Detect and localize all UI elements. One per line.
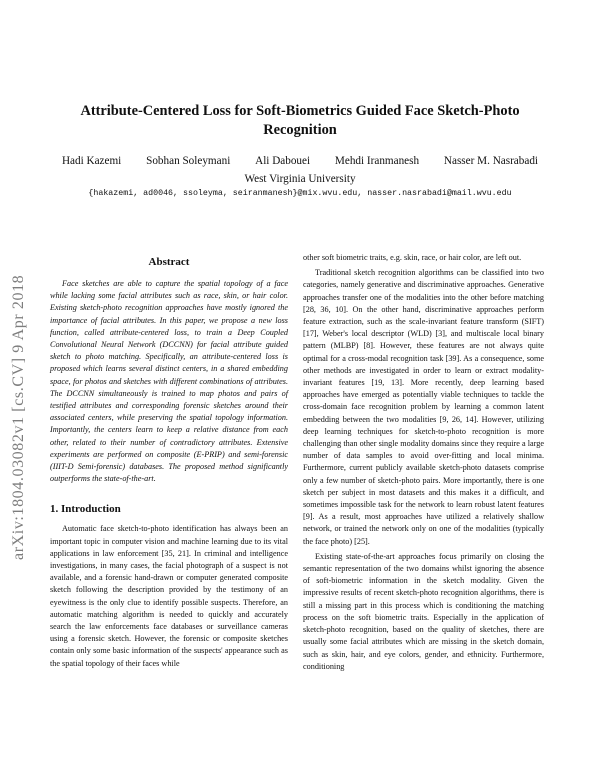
body-paragraph: Traditional sketch recognition algorithms can be classified into two categories, namely generative and discriminative approaches. Generative approaches transfer one of the modalities into the other before matching [28, 36, 10]. On the other hand, discriminative approaches perform feature extraction, such as the scale-invariant feature transform (SIFT) [17], Weber's local descriptor (WLD) [3], and multiscale local binary pattern (MLBP) [8]. However, these features are not always quite optimal for a cross-modal recognition task [39]. As a consequence, some other methods are investigated in order to learn or extract modality-invariant features [19, 13]. More recently, deep learning based approaches have emerged as potentially viable techniques to tackle the cross-domain face recognition problem by learning a common latent embedding between the two modalities [9, 26, 14]. However, utilizing deep learning techniques for sketch-to-photo recognition is more challenging than other single modality domains since they require a large number of data samples to avoid over-fitting and local minima. Furthermore, current publicly available sketch-photo datasets comprise only a few number of sketch-photo pairs. More importantly, there is one sketch per subject in most datasets and this makes it a difficult, and sometimes impossible task for the network to learn robust latent features [9]. As a result, most approaches have utilized a relatively shallow network, or trained the network only on one of the modalities (typically the face photo) [25]. (303, 268, 544, 546)
author-name: Sobhan Soleymani (146, 155, 231, 167)
introduction-heading: 1. Introduction (50, 503, 121, 516)
body-paragraph: Existing state-of-the-art approaches focus primarily on closing the semantic representation of the two domains whilst ignoring the absence of soft-biometric information in the sketch modality. Given the impressive results of recent sketch-photo recognition algorithms, there is still a missing part in this process which is conditioning the matching process on the soft biometric traits. Especially in the application of sketch-photo recognition, based on the quality of sketches, there are usually some facial attributes which are missing in the sketch domain, such as skin, hair, and eye colors, gender, and ethnicity. Furthermore, conditioning (303, 551, 544, 671)
left-column (50, 256, 288, 670)
abstract-heading: Abstract (148, 256, 190, 268)
author-list (30, 155, 570, 167)
author-name: Ali Dabouei (255, 155, 311, 167)
author-name: Nasser M. Nasrabadi (443, 155, 539, 167)
author-name: Mehdi Iranmanesh (334, 155, 420, 167)
abstract-text: Face sketches are able to capture the spatial topology of a face while lacking some facial attributes such as race, skin, or hair color. Existing sketch-photo recognition approaches have mostly ignored the importance of facial attributes. In this paper, we propose a new loss function, called attribute-centered loss, to train a Deep Coupled Convolutional Neural Network (DCCNN) for facial attribute guided sketch to photo matching. Specifically, an attribute-centered loss is proposed which learns several distinct centers, in a shared embedding space, for photos and sketches with different combinations of attributes. The DCCNN simultaneously is trained to map photos and pairs of testified attributes and corresponding forensic sketches around their associated centers, while preserving the spatial topology information. Importantly, the centers learn to keep a relative distance from each other, related to their number of contradictory attributes. Extensive experiments are performed on composite (E-PRIP) and semi-forensic (IIIT-D Semi-forensic) databases. The proposed method significantly outperforms the state-of-the-art. (50, 279, 288, 484)
right-column (303, 252, 544, 673)
affiliation: West Virginia University (244, 173, 356, 185)
intro-paragraph: Automatic face sketch-to-photo identification has always been an important topic in computer vision and machine learning due to its vital applications in law enforcement [35, 21]. In criminal and intelligence investigations, in many cases, the facial photograph of a suspect is not available, and a forensic hand-drawn or computer generated composite sketch following the description provided by the testimony of an eyewitness is the only clue to identify possible suspects. Therefore, an automatic matching algorithm is needed to quickly and accurately search the law enforcements face databases or surveillance cameras using a forensic sketch. However, the forensic or composite sketches contain only some basic information of the suspects' appearance such as the spatial topology of their faces while (50, 524, 288, 668)
author-emails: {hakazemi, ad0046, ssoleyma, seiranmanesh}@mix.wvu.edu, nasser.nasrabadi@mail.wvu.edu (88, 189, 512, 198)
paper-title (60, 102, 540, 140)
arxiv-identifier: arXiv:1804.03082v1 [cs.CV] 9 Apr 2018 (10, 274, 27, 560)
body-paragraph: other soft biometric traits, e.g. skin, race, or hair color, are left out. (303, 253, 522, 262)
title-line-1: Attribute-Centered Loss for Soft-Biometrics Guided Face Sketch-Photo (80, 103, 520, 119)
author-name: Hadi Kazemi (61, 155, 122, 167)
title-line-2: Recognition (263, 122, 337, 138)
